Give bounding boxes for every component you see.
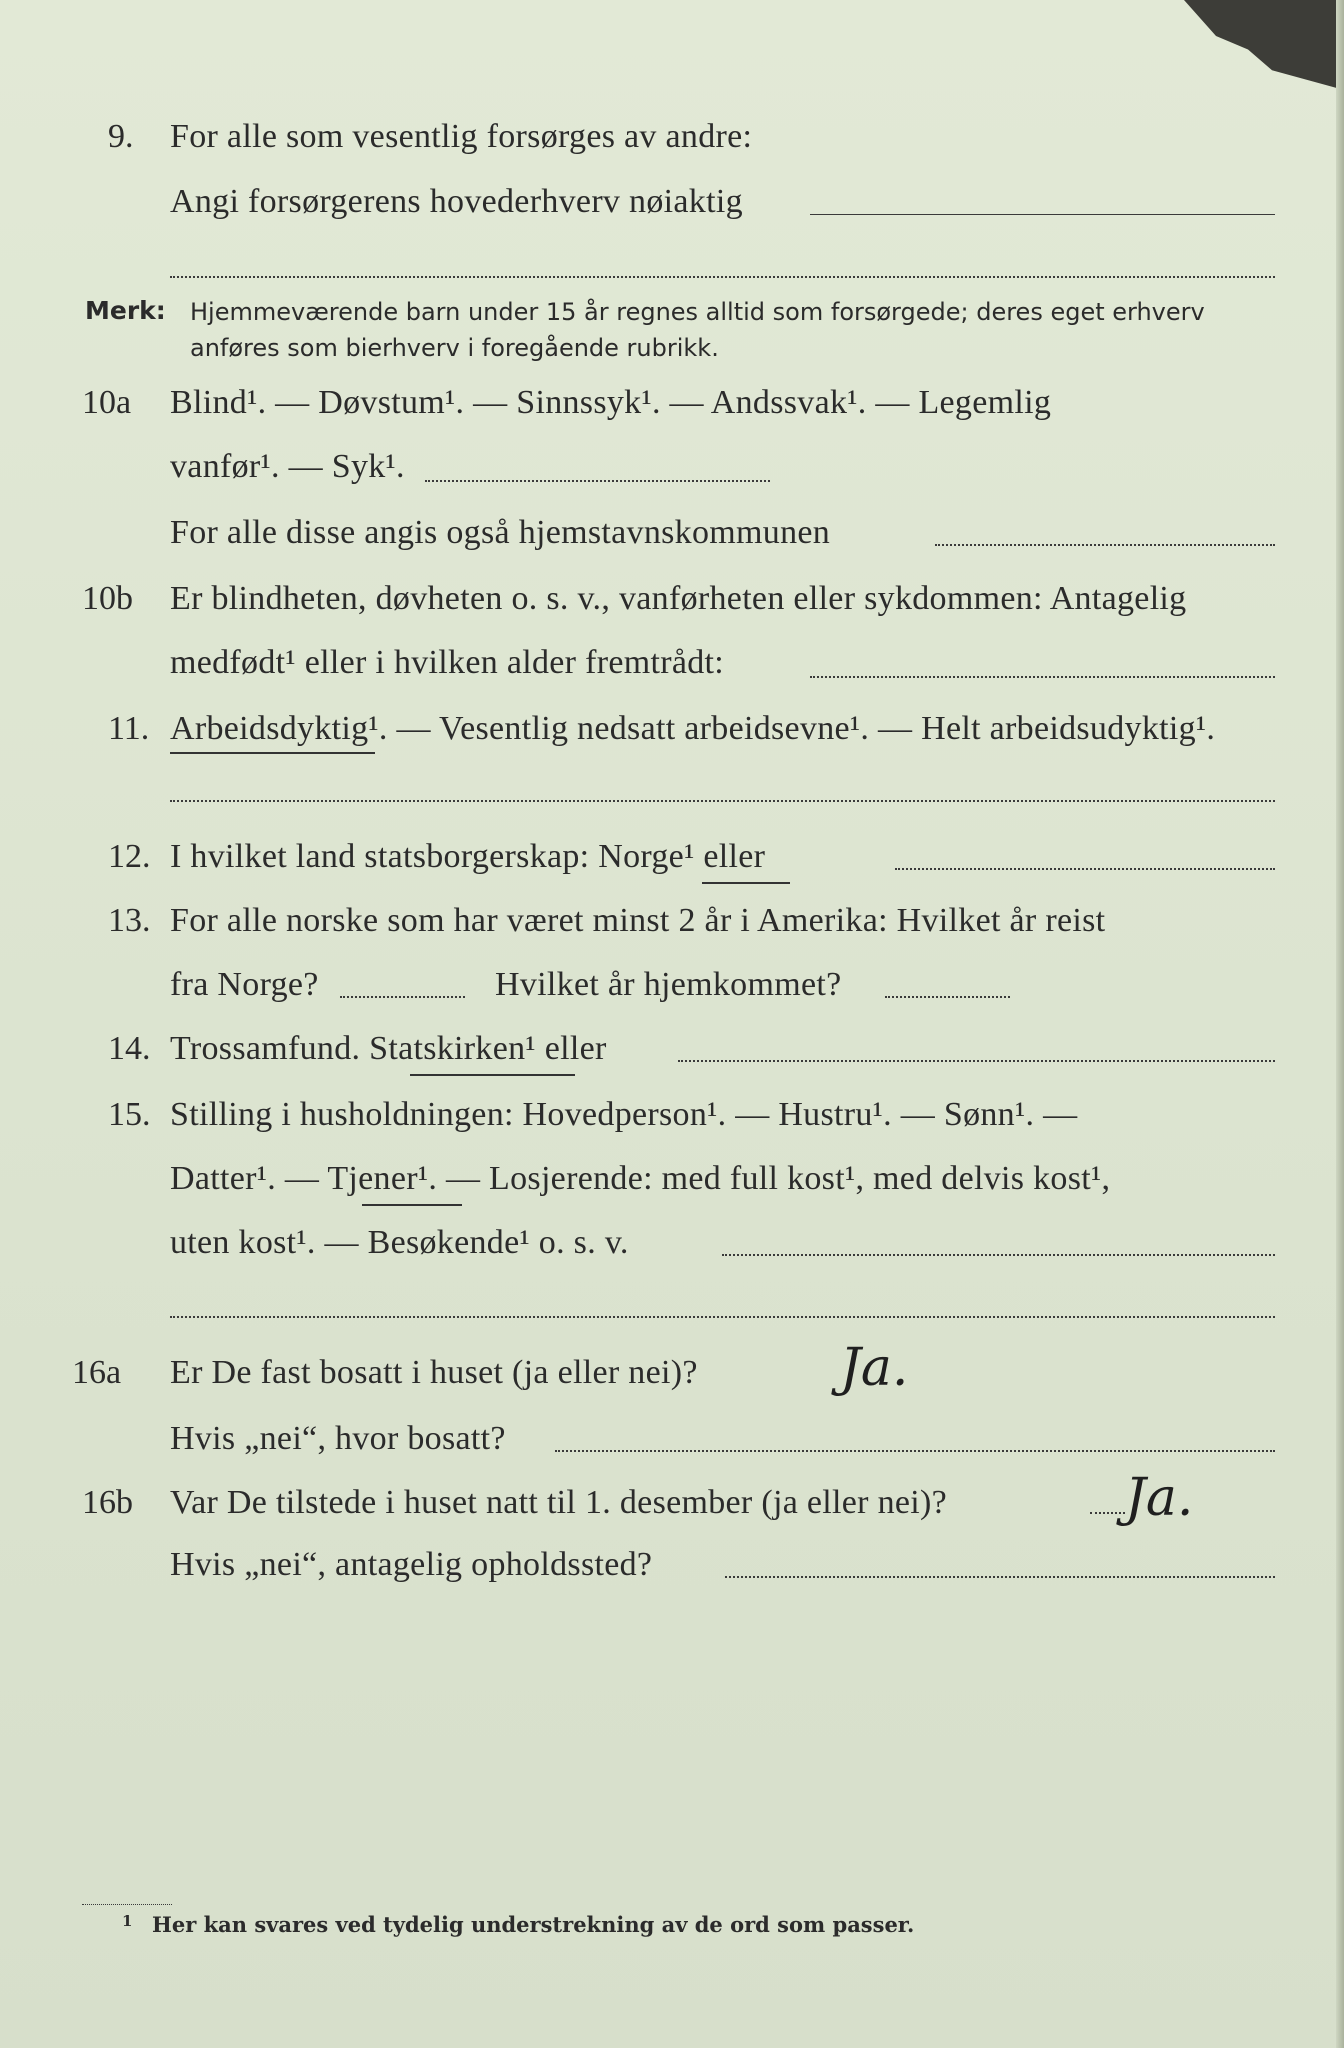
q9-number: 9.: [108, 118, 134, 155]
q16b-answer-line: [1090, 1512, 1125, 1514]
q10b-line1: Er blindheten, døvheten o. s. v., vanførheten eller sykdommen: Antagelig: [170, 580, 1187, 617]
q13-hjemkommet-line: [885, 996, 1010, 998]
q16a-line1: Er De fast bosatt i huset (ja eller nei)?: [170, 1354, 698, 1391]
q11-line1: Arbeidsdyktig¹. — Vesentlig nedsatt arbeidsevne¹. — Helt arbeidsudyktig¹.: [170, 710, 1216, 747]
q13-number: 13.: [108, 902, 151, 939]
q15-line1: Stilling i husholdningen: Hovedperson¹. — Hustru¹. — Sønn¹. —: [170, 1096, 1078, 1133]
q10a-number: 10a: [82, 384, 132, 421]
q15-underline-tjener: [362, 1204, 462, 1206]
q9-answer-line-2: [170, 276, 1275, 278]
merk-line2: anføres som bierhverv i foregående rubrikk.: [190, 334, 719, 362]
q14-line1: Trossamfund. Statskirken¹ eller: [170, 1030, 607, 1067]
q16a-number: 16a: [72, 1354, 122, 1391]
q10b-line2: medfødt¹ eller i hvilken alder fremtrådt:: [170, 644, 725, 681]
q14-underline-statskirken: [410, 1074, 575, 1076]
q15-number: 15.: [108, 1096, 151, 1133]
q10a-line3: For alle disse angis også hjemstavnskommunen: [170, 514, 831, 551]
q16b-number: 16b: [82, 1484, 133, 1521]
q9-line1: For alle som vesentlig forsørges av andre:: [170, 118, 753, 155]
q16b-opholdssted-line: [725, 1576, 1275, 1578]
q16b-handwritten-answer: Ja.: [1125, 1468, 1194, 1528]
q9-answer-line: [810, 214, 1275, 215]
q13-reist-line: [340, 996, 465, 998]
q16b-line1: Var De tilstede i huset natt til 1. desember (ja eller nei)?: [170, 1484, 948, 1521]
footnote-rule: [82, 1904, 172, 1905]
q10a-syk-line: [425, 480, 770, 482]
merk-line1: Hjemmeværende barn under 15 år regnes alltid som forsørgede; deres eget erhverv: [190, 298, 1205, 326]
q10b-number: 10b: [82, 580, 133, 617]
q16a-line2: Hvis „nei“, hvor bosatt?: [170, 1420, 506, 1457]
q12-number: 12.: [108, 838, 151, 875]
q16b-line2: Hvis „nei“, antagelig opholdssted?: [170, 1546, 653, 1583]
footnote-mark: 1: [122, 1912, 133, 1930]
q15-line3: uten kost¹. — Besøkende¹ o. s. v.: [170, 1224, 629, 1261]
q14-answer-line: [678, 1060, 1275, 1062]
q13-line2b: Hvilket år hjemkommet?: [495, 966, 842, 1003]
q12-line1: I hvilket land statsborgerskap: Norge¹ eller: [170, 838, 766, 875]
q11-underline-arbeidsdyktig: [170, 752, 375, 754]
q9-line2: Angi forsørgerens hovederhverv nøiaktig: [170, 183, 743, 220]
footnote-text: Her kan svares ved tydelig understrekning av de ord som passer.: [152, 1912, 915, 1937]
q14-number: 14.: [108, 1030, 151, 1067]
torn-corner: [1184, 0, 1344, 90]
q10a-line2: vanfør¹. — Syk¹.: [170, 448, 405, 485]
q16a-handwritten-answer: Ja.: [840, 1338, 909, 1398]
q11-number: 11.: [108, 710, 150, 747]
q16a-bosatt-line: [555, 1450, 1275, 1452]
q11-answer-line: [170, 800, 1275, 802]
q10a-line1: Blind¹. — Døvstum¹. — Sinnssyk¹. — Andssvak¹. — Legemlig: [170, 384, 1052, 421]
q15-answer-line: [722, 1254, 1275, 1256]
page-edge: [1336, 0, 1344, 2048]
q12-underline-norge: [702, 882, 790, 884]
merk-label: Merk:: [85, 296, 166, 325]
q12-answer-line: [895, 868, 1275, 870]
q15-answer-line-2: [170, 1316, 1275, 1318]
q10a-hjemstavn-line: [935, 544, 1275, 546]
q15-line2: Datter¹. — Tjener¹. — Losjerende: med full kost¹, med delvis kost¹,: [170, 1160, 1111, 1197]
q13-line2a: fra Norge?: [170, 966, 319, 1003]
q13-line1: For alle norske som har været minst 2 år i Amerika: Hvilket år reist: [170, 902, 1106, 939]
q10b-answer-line: [810, 676, 1275, 678]
